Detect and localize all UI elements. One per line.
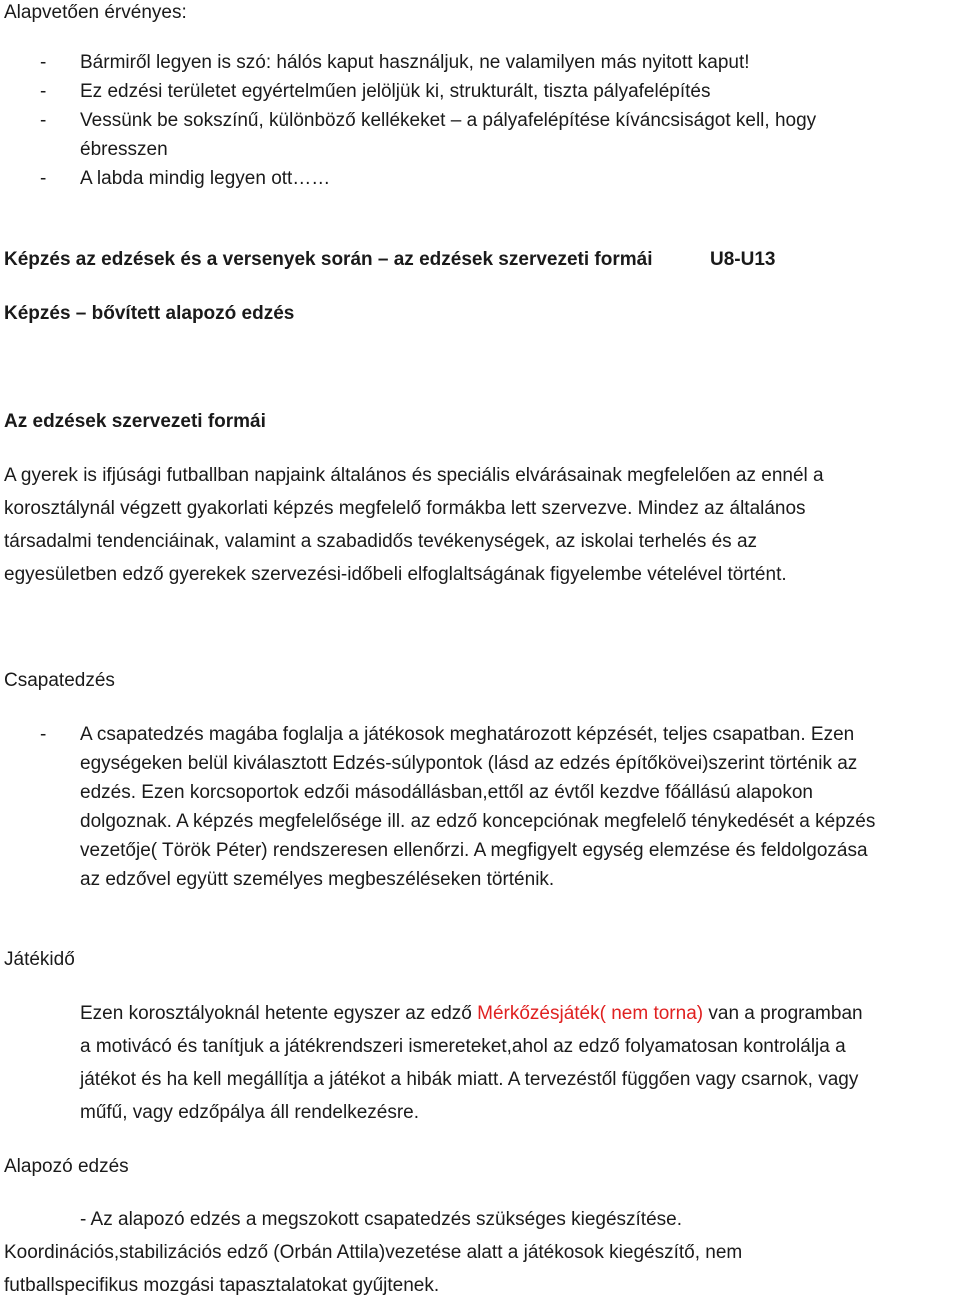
- section-title-game: Játékidő: [4, 949, 75, 970]
- bullet-dash: -: [40, 110, 47, 131]
- paragraph-line: A gyerek is ifjúsági futballban napjaink általános és speciális elvárásainak megfelelően az ennél a: [4, 465, 824, 486]
- heading-main: Képzés az edzések és a versenyek során – az edzések szervezeti formái: [4, 249, 653, 270]
- paragraph-line: egyesületben edző gyerekek szervezési-időbeli elfoglaltságának figyelembe vételével történt.: [4, 564, 787, 585]
- game-line: játékot és ha kell megállítja a játékot a hibák miatt. A tervezéstől függően vagy csarnok, vagy: [80, 1069, 859, 1090]
- basic-line: Koordinációs,stabilizációs edző (Orbán Attila)vezetése alatt a játékosok kiegészítő, nem: [4, 1242, 743, 1263]
- section-title-basic: Alapozó edzés: [4, 1156, 129, 1177]
- paragraph-line: társadalmi tendenciáinak, valamint a szabadidős tevékenységek, az iskolai terhelés és az: [4, 531, 758, 552]
- bullet-dash: -: [40, 52, 47, 73]
- intro-bullet-continuation: ébresszen: [80, 139, 168, 160]
- bullet-dash: -: [40, 724, 47, 745]
- intro-title: Alapvetően érvényes:: [4, 2, 187, 23]
- section-title-org: Az edzések szervezeti formái: [4, 411, 266, 432]
- intro-bullet: Bármiről legyen is szó: hálós kaput használjuk, ne valamilyen más nyitott kaput!: [80, 52, 750, 73]
- team-line: vezetője( Török Péter) rendszeresen ellenőrzi. A megfigyelt egység elemzése és feldolgozása: [80, 840, 868, 861]
- game-line-first: [80, 1002, 863, 1026]
- match-game-highlight: Mérkőzésjáték( nem torna): [477, 1003, 704, 1024]
- heading-secondary: Képzés – bővített alapozó edzés: [4, 303, 295, 324]
- game-text: Ezen korosztályoknál hetente egyszer az edző: [80, 1003, 478, 1024]
- team-line: egységeken belül kiválasztott Edzés-súlypontok (lásd az edzés építőkövei)szerint történik az: [80, 753, 858, 774]
- game-line: műfű, vagy edzőpálya áll rendelkezésre.: [80, 1102, 420, 1123]
- team-line: dolgoznak. A képzés megfelelősége ill. az edző koncepciónak megfelelő ténykedését a képzés: [80, 811, 876, 832]
- section-title-team: Csapatedzés: [4, 670, 115, 691]
- team-line: A csapatedzés magába foglalja a játékosok meghatározott képzését, teljes csapatban. Ezen: [80, 724, 855, 745]
- intro-bullet: Vessünk be sokszínű, különböző kellékeket – a pályafelépítése kíváncsiságot kell, hogy: [80, 110, 817, 131]
- team-line: az edzővel együtt személyes megbeszéléseken történik.: [80, 869, 555, 890]
- game-line: a motivácó és tanítjuk a játékrendszeri ismereteket,ahol az edző folyamatosan kontrolálja a: [80, 1036, 846, 1057]
- team-line: edzés. Ezen korcsoportok edzői másodállásban,ettől az évtől kezdve főállású alapokon: [80, 782, 813, 803]
- bullet-dash: -: [40, 81, 47, 102]
- paragraph-line: korosztálynál végzett gyakorlati képzés megfelelő formákba lett szervezve. Mindez az általános: [4, 498, 806, 519]
- bullet-dash: -: [40, 168, 47, 189]
- basic-line: futballspecifikus mozgási tapasztalatokat gyűjtenek.: [4, 1275, 440, 1296]
- intro-bullet: A labda mindig legyen ott……: [80, 168, 331, 189]
- game-text: van a programban: [703, 1003, 863, 1024]
- heading-age-group: U8-U13: [710, 249, 776, 270]
- basic-line: - Az alapozó edzés a megszokott csapatedzés szükséges kiegészítése.: [80, 1209, 682, 1230]
- intro-bullet: Ez edzési területet egyértelműen jelöljük ki, strukturált, tiszta pályafelépítés: [80, 81, 711, 102]
